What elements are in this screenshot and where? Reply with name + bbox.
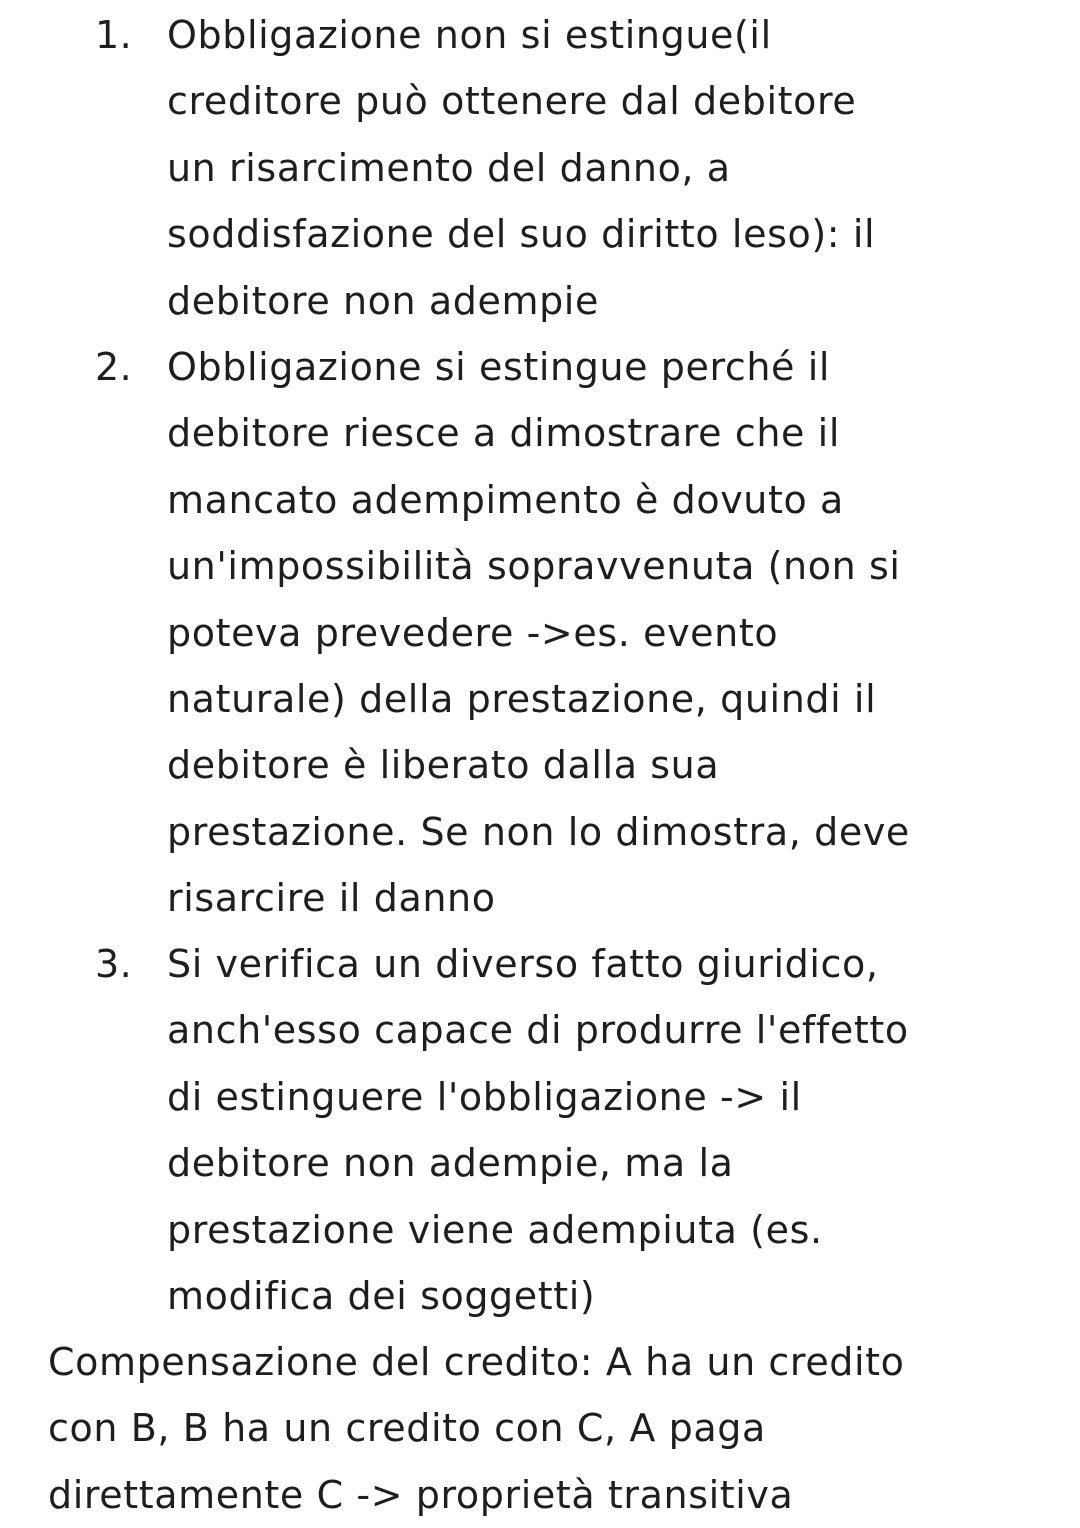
text-line: Si verifica un diverso fatto giuridico, bbox=[167, 942, 879, 986]
list-item-text bbox=[167, 334, 1047, 932]
text-line: debitore è liberato dalla sua bbox=[167, 743, 720, 788]
text-line: un'impossibilità sopravvenuta (non si bbox=[167, 544, 901, 589]
list-item-text bbox=[167, 2, 1047, 334]
text-line: debitore non adempie, ma la bbox=[167, 1141, 734, 1186]
text-line: modifica dei soggetti) bbox=[167, 1273, 596, 1318]
text-line: naturale) della prestazione, quindi il bbox=[167, 676, 877, 721]
text-line: debitore non adempie bbox=[167, 278, 599, 323]
text-line: Obbligazione si estingue perché il bbox=[167, 345, 831, 389]
text-line: con B, B ha un credito con C, A paga bbox=[48, 1406, 766, 1451]
list-item-number: 3. bbox=[95, 942, 133, 986]
text-line: mancato adempimento è dovuto a bbox=[167, 477, 844, 522]
text-line: Obbligazione non si estingue(il bbox=[167, 13, 772, 57]
text-line: prestazione. Se non lo dimostra, deve bbox=[167, 809, 910, 854]
list-item-number: 1. bbox=[95, 13, 133, 57]
text-line: poteva prevedere ->es. evento bbox=[167, 610, 779, 655]
list-item-number: 2. bbox=[95, 345, 133, 389]
text-line: di estinguere l'obbligazione -> il bbox=[167, 1074, 802, 1119]
text-line: creditore può ottenere dal debitore bbox=[167, 79, 857, 124]
list-item-text bbox=[167, 931, 1047, 1329]
text-line: risarcire il danno bbox=[167, 876, 496, 921]
text-line: debitore riesce a dimostrare che il bbox=[167, 411, 840, 456]
text-line: soddisfazione del suo diritto leso): il bbox=[167, 212, 876, 257]
text-line: direttamente C -> proprietà transitiva bbox=[48, 1472, 794, 1517]
text-line: Compensazione del credito: A ha un credito bbox=[48, 1340, 905, 1384]
text-line: prestazione viene adempiuta (es. bbox=[167, 1207, 823, 1252]
text-line: un risarcimento del danno, a bbox=[167, 145, 731, 190]
text-line: anch'esso capace di produrre l'effetto bbox=[167, 1008, 909, 1053]
compensation-paragraph bbox=[48, 1329, 1058, 1528]
